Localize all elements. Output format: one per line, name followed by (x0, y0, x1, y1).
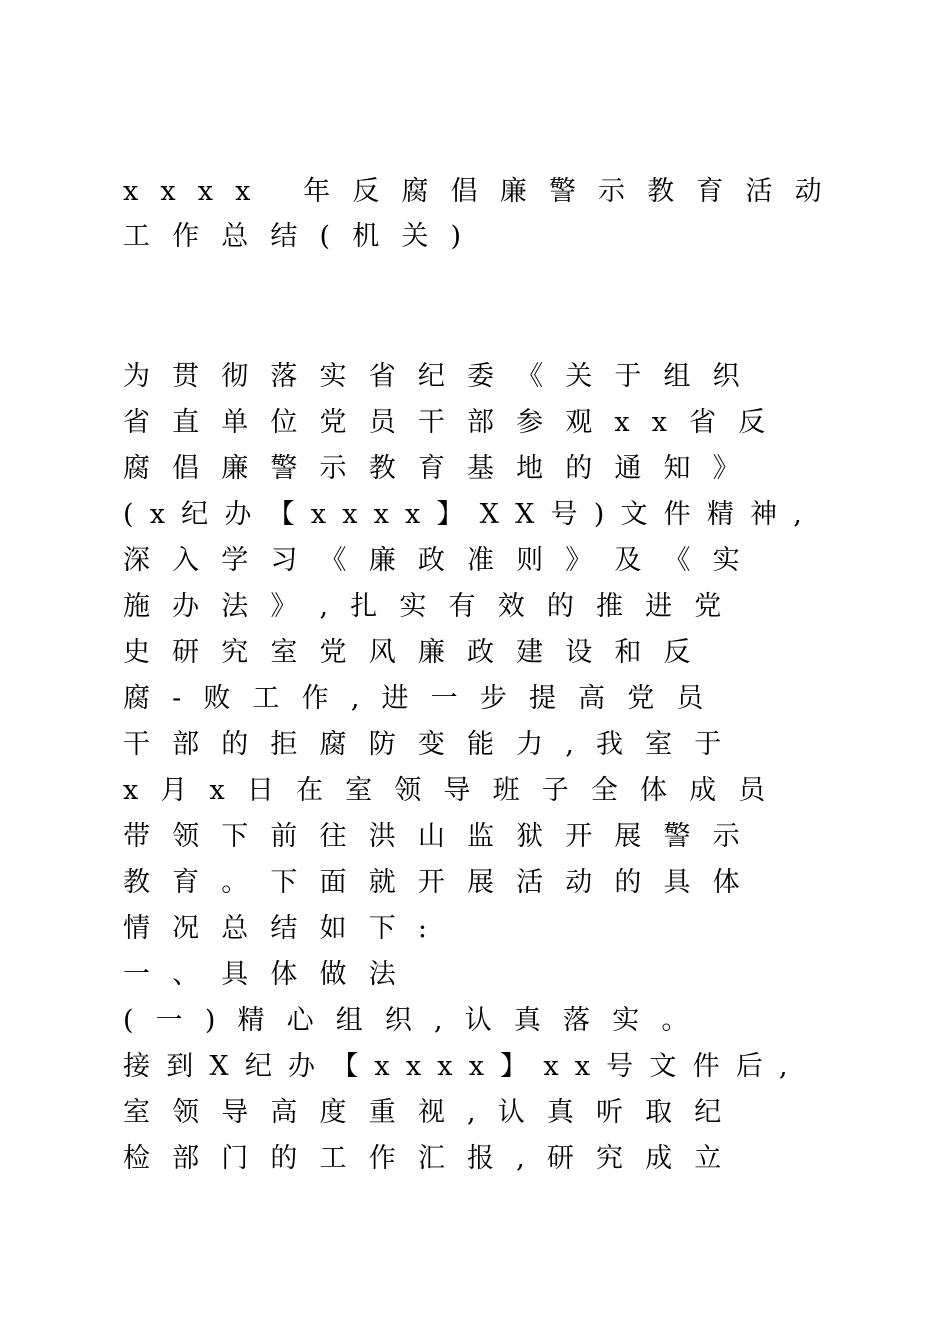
body-line: 干部的拒腐防变能力,我室于 (123, 729, 744, 760)
document-title-line-1: xxxx 年反腐倡廉警示教育活动 (123, 176, 844, 207)
body-line: 腐倡廉警示教育基地的通知》 (123, 453, 762, 484)
body-line: 情况总结如下: (123, 913, 450, 944)
body-line: 带领下前往洪山监狱开展警示 (123, 821, 762, 852)
document-title-line-2: 工作总结(机关) (123, 221, 484, 252)
body-line: x月x日在室领导班子全体成员 (123, 775, 788, 806)
body-line: 省直单位党员干部参观xx省反 (123, 407, 788, 438)
body-line: 深入学习《廉政准则》及《实 (123, 545, 762, 576)
subsection-heading: (一)精心组织,认真落实。 (123, 1005, 711, 1036)
body-line: 史研究室党风廉政建设和反 (123, 637, 713, 668)
body-line: 施办法》,扎实有效的推进党 (123, 591, 744, 622)
body-line: 为贯彻落实省纪委《关于组织 (123, 361, 762, 392)
body-line: 腐-败工作,进一步提高党员 (123, 683, 726, 714)
body-line: 接到X纪办【xxxx】xx号文件后, (123, 1051, 804, 1082)
body-line: (x纪办【xxxx】XX号)文件精神, (123, 499, 819, 530)
body-line: 室领导高度重视,认真听取纪 (123, 1097, 744, 1128)
body-line: 检部门的工作汇报,研究成立 (123, 1143, 744, 1174)
section-heading: 一、具体做法 (123, 959, 418, 990)
body-line: 教育。下面就开展活动的具体 (123, 867, 762, 898)
